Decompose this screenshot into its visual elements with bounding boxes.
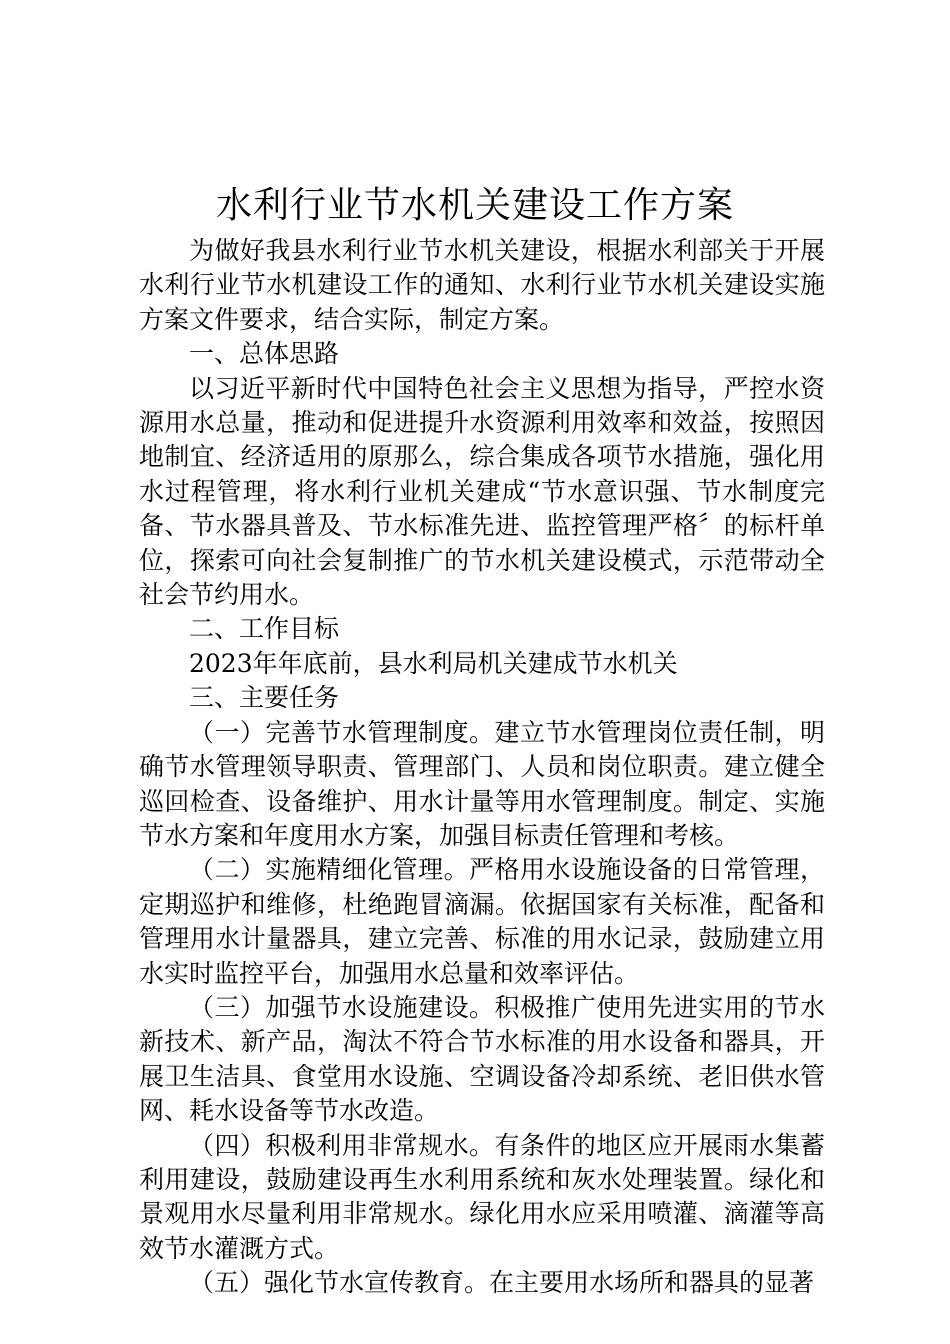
document-body [139, 234, 825, 1301]
task-item-3: （三）加强节水设施建设。积极推广使用先进实用的节水新技术、新产品，淘汰不符合节水标准的用水设备和器具，开展卫生洁具、食堂用水设施、空调设备冷却系统、老旧供水管网、耗水设备等节水改造。 [139, 992, 825, 1126]
section-heading-main-tasks: 三、主要任务 [189, 683, 340, 713]
task-item-4: （四）积极利用非常规水。有条件的地区应开展雨水集蓄利用建设，鼓励建设再生水利用系统和灰水处理装置。绿化和景观用水尽量利用非常规水。绿化用水应采用喷灌、滴灌等高效节水灌溉方式。 [139, 1130, 825, 1263]
task-item-1: （一）完善节水管理制度。建立节水管理岗位责任制，明确节水管理领导职责、管理部门、人员和岗位职责。建立健全巡回检查、设备维护、用水计量等用水管理制度。制定、实施节水方案和年度用水方案，加强目标责任管理和考核。 [139, 717, 825, 850]
section-heading-work-goal: 二、工作目标 [189, 614, 340, 644]
intro-paragraph: 为做好我县水利行业节水机关建设，根据水利部关于开展水利行业节水机建设工作的通知、水利行业节水机关建设实施方案文件要求，结合实际，制定方案。 [139, 236, 825, 334]
overall-approach-paragraph: 以习近平新时代中国特色社会主义思想为指导，严控水资源用水总量，推动和促进提升水资源利用效率和效益，按照因地制宜、经济适用的原那么，综合集成各项节水措施，强化用水过程管理，将水利行业机关建成“节水意识强、节水制度完备、节水器具普及、节水标准先进、监控管理严格〞的标杆单位，探索可向社会复制推广的节水机关建设模式，示范带动全社会节约用水。 [139, 373, 825, 610]
work-goal-paragraph: 2023年年底前，县水利局机关建成节水机关 [189, 648, 678, 678]
task-item-5: （五）强化节水宣传教育。在主要用水场所和器具的显著 [189, 1268, 815, 1298]
task-item-2: （二）实施精细化管理。严格用水设施设备的日常管理，定期巡护和维修，杜绝跑冒滴漏。依据国家有关标准，配备和管理用水计量器具，建立完善、标准的用水记录，鼓励建立用水实时监控平台，加强用水总量和效率评估。 [139, 855, 825, 988]
section-heading-overall-approach: 一、总体思路 [189, 339, 340, 369]
document-title: 水利行业节水机关建设工作方案 [215, 185, 734, 226]
